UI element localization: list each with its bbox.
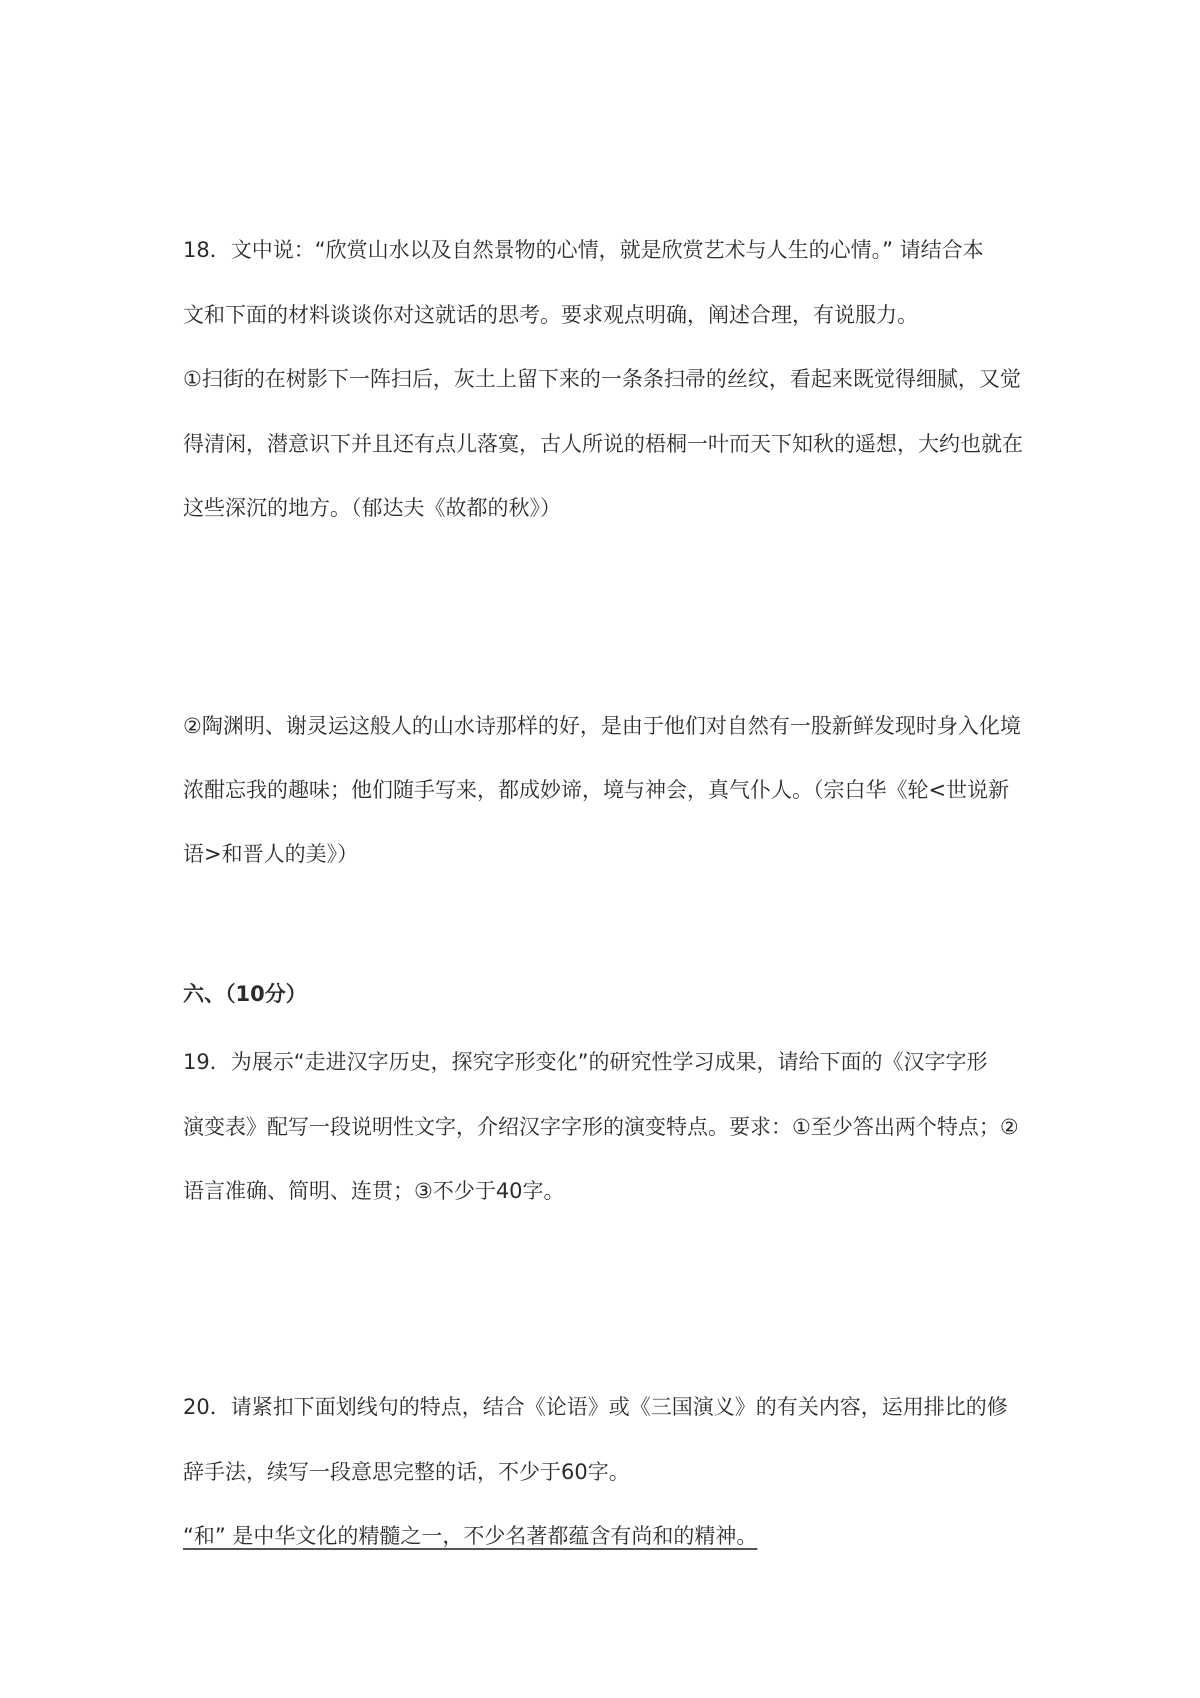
q19-line-1: 19．为展示“走进汉字历史，探究字形变化”的研究性学习成果，请给下面的《汉字字形 xyxy=(183,1050,988,1074)
q20-underlined-sentence: “和” 是中华文化的精髓之一，不少名著都蕴含有尚和的精神。 xyxy=(183,1524,758,1548)
q18-material-1-line-1: ①扫街的在树影下一阵扫后，灰土上留下来的一条条扫帚的丝纹，看起来既觉得细腻，又觉 xyxy=(183,367,1021,391)
q18-material-1-line-2: 得清闲，潜意识下并且还有点儿落寞，古人所说的梧桐一叶而天下知秋的遥想，大约也就在 xyxy=(183,432,1023,456)
q19-line-3: 语言准确、简明、连贯；③不少于40字。 xyxy=(183,1179,565,1203)
q18-material-1-line-3: 这些深沉的地方。（郁达夫《故都的秋》） xyxy=(183,496,561,520)
q18-material-2-line-2: 浓酣忘我的趣味；他们随手写来，都成妙谛，境与神会，真气仆人。（宗白华《轮<世说新 xyxy=(183,778,1010,802)
q18-line-1: 18．文中说：“欣赏山水以及自然景物的心情，就是欣赏艺术与人生的心情。” 请结合本 xyxy=(183,238,984,262)
q20-line-2: 辞手法，续写一段意思完整的话，不少于60字。 xyxy=(183,1460,630,1484)
section-6-heading: 六、（10分） xyxy=(183,982,307,1006)
q20-line-1: 20．请紧扣下面划线句的特点，结合《论语》或《三国演义》的有关内容，运用排比的修 xyxy=(183,1395,1008,1419)
q18-material-2-line-1: ②陶渊明、谢灵运这般人的山水诗那样的好，是由于他们对自然有一股新鲜发现时身入化境 xyxy=(183,714,1021,738)
q19-line-2: 演变表》配写一段说明性文字，介绍汉字字形的演变特点。要求：①至少答出两个特点；② xyxy=(183,1115,1019,1139)
q18-line-2: 文和下面的材料谈谈你对这就话的思考。要求观点明确，阐述合理，有说服力。 xyxy=(183,303,918,327)
q18-material-2-line-3: 语>和晋人的美》） xyxy=(183,842,359,866)
